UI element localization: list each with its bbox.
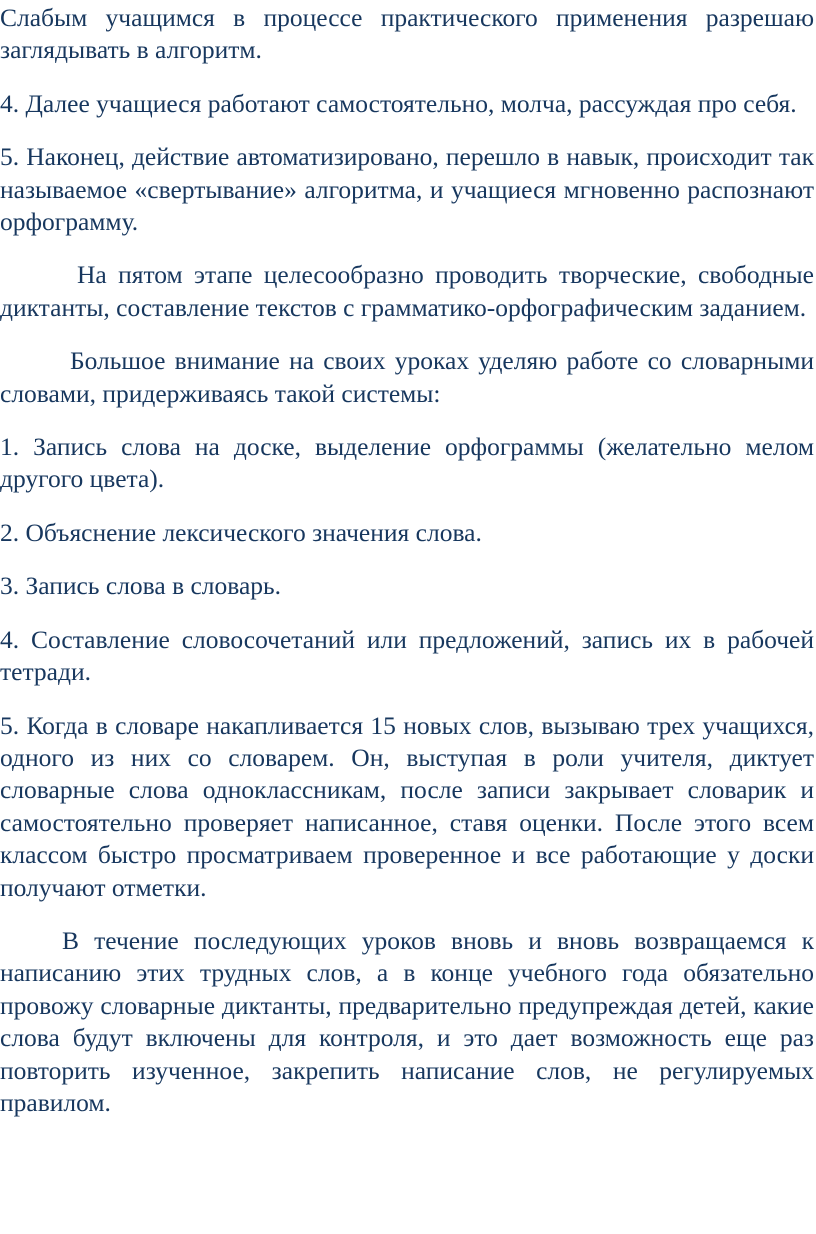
paragraph-step-5: 5. Наконец, действие автоматизировано, перешло в навык, происходит так называемое «свертывание» алгоритма, и учащиеся мгновенно распознают орфограмму. bbox=[0, 142, 814, 237]
paragraph-conclusion: В течение последующих уроков вновь и вновь возвращаемся к написанию этих трудных слов, а в конце учебного года обязательно провожу словарные диктанты, предварительно предупреждая детей, какие слова будут включены для контроля, и это дает возможность еще раз повторить изученное, закрепить написание слов, не регулируемых правилом. bbox=[0, 925, 814, 1117]
list-item-3: 3. Запись слова в словарь. bbox=[0, 571, 282, 601]
list-item-1: 1. Запись слова на доске, выделение орфограммы (желательно мелом другого цвета). bbox=[0, 432, 814, 494]
list-item-4: 4. Составление словосочетаний или предложений, запись их в рабочей тетради. bbox=[0, 624, 814, 687]
paragraph-weak-students: Слабым учащимся в процессе практического применения разрешаю заглядывать в алгоритм. bbox=[0, 3, 814, 65]
paragraph-vocabulary-intro: Большое внимание на своих уроках уделяю работе со словарными словами, придерживаясь такой системы: bbox=[0, 346, 814, 408]
paragraph-step-4: 4. Далее учащиеся работают самостоятельно, молча, рассуждая про себя. bbox=[0, 88, 797, 118]
list-item-5: 5. Когда в словаре накапливается 15 новых слов, вызываю трех учащихся, одного из них со словарем. Он, выступая в роли учителя, диктует словарные слова одноклассникам, после записи закрывает словарик и самостоятельно проверяет написанное, ставя оценки. После этого всем классом быстро просматриваем проверенное и все работающие у доски получают отметки. bbox=[0, 710, 814, 902]
paragraph-fifth-stage: На пятом этапе целесообразно проводить творческие, свободные диктанты, составление текстов с грамматико-орфографическим заданием. bbox=[0, 260, 814, 322]
list-item-2: 2. Объяснение лексического значения слова. bbox=[0, 517, 482, 547]
